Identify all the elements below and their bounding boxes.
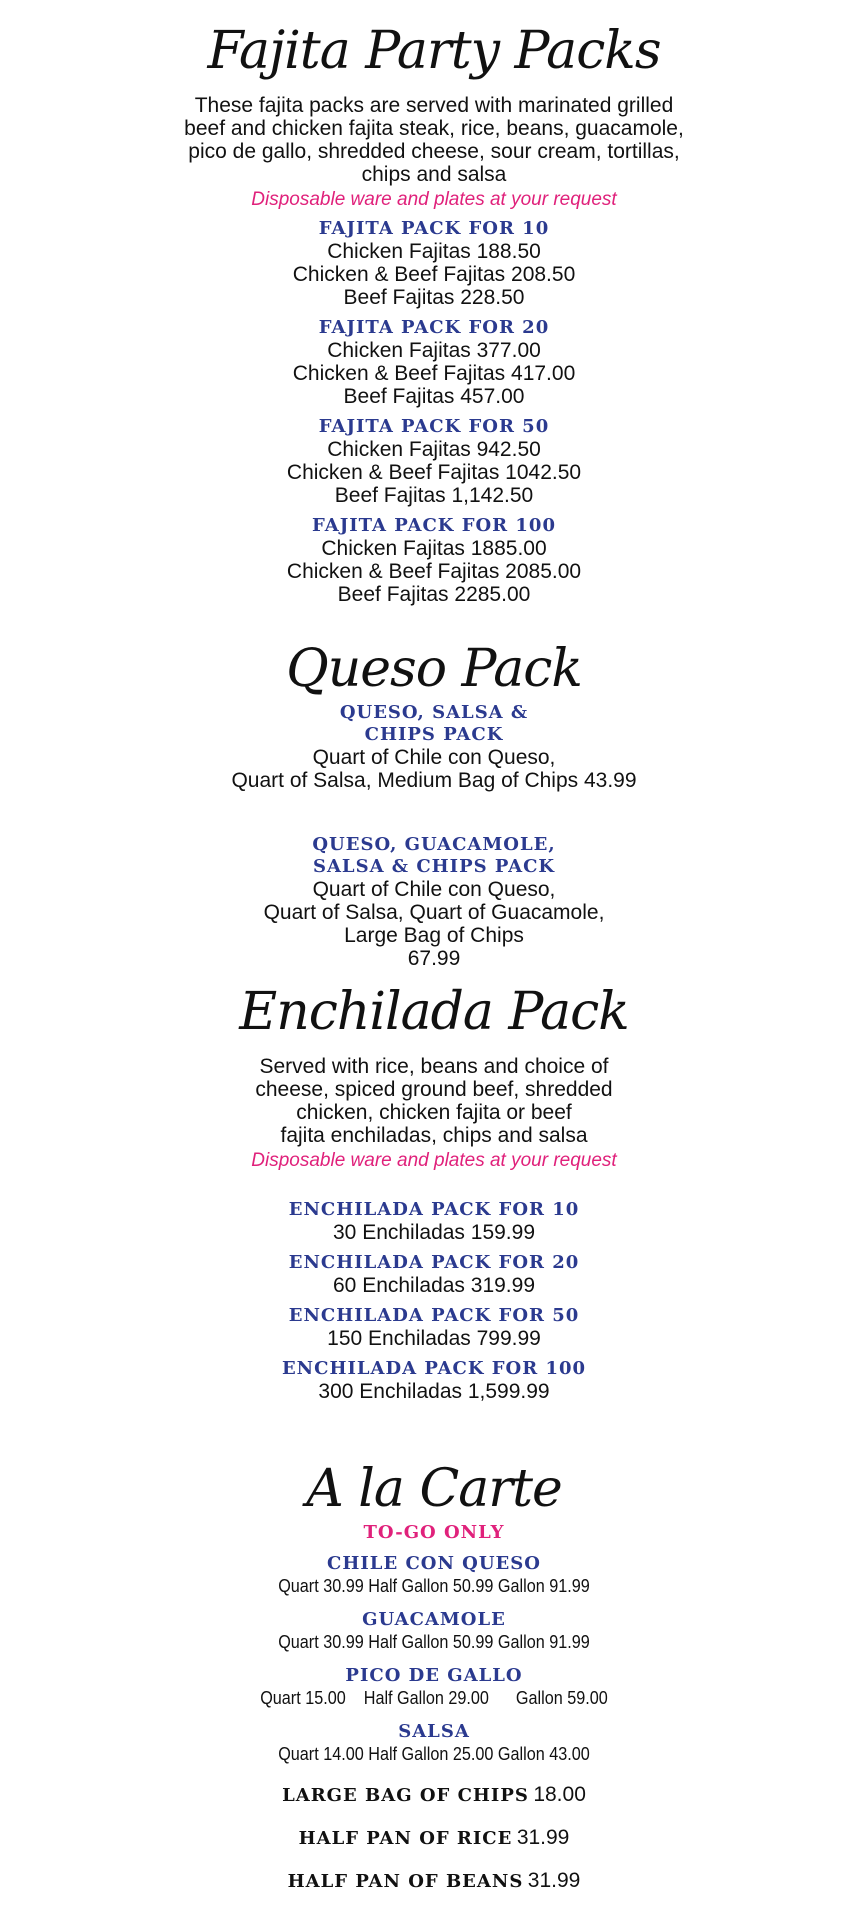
fajita-note: Disposable ware and plates at your request bbox=[251, 189, 617, 210]
alacarte-item-guacamole bbox=[0, 1609, 868, 1653]
enchilada-section bbox=[0, 983, 868, 1403]
alacarte-section bbox=[0, 1460, 868, 1895]
extra-rice bbox=[0, 1826, 868, 1852]
pack-line: 60 Enchiladas 319.99 bbox=[333, 1274, 535, 1297]
pack-line: Beef Fajitas 2285.00 bbox=[337, 583, 531, 606]
pack-line: Quart of Chile con Queso, bbox=[312, 746, 556, 769]
pack-title: QUESO, SALSA & bbox=[339, 702, 529, 723]
fajita-desc-line: chips and salsa bbox=[361, 163, 507, 186]
pack-title: ENCHILADA PACK FOR 100 bbox=[281, 1358, 587, 1379]
extra-name: HALF PAN OF RICE bbox=[298, 1828, 513, 1849]
item-prices: Quart 15.00 Half Gallon 29.00 Gallon 59.00 bbox=[260, 1688, 608, 1708]
pack-line: Chicken & Beef Fajitas 208.50 bbox=[292, 263, 576, 286]
item-title: SALSA bbox=[398, 1721, 470, 1742]
enchilada-pack-10 bbox=[0, 1199, 868, 1244]
queso-pack-1 bbox=[0, 702, 868, 792]
enchilada-pack-100 bbox=[0, 1358, 868, 1403]
extra-chips bbox=[0, 1783, 868, 1809]
pack-line: Chicken Fajitas 1885.00 bbox=[321, 537, 547, 560]
alacarte-item-pico bbox=[0, 1665, 868, 1709]
pack-line: Chicken & Beef Fajitas 1042.50 bbox=[286, 461, 582, 484]
alacarte-item-queso bbox=[0, 1553, 868, 1597]
pack-title: FAJITA PACK FOR 50 bbox=[318, 416, 550, 437]
pack-line: Quart of Salsa, Medium Bag of Chips 43.99 bbox=[231, 769, 637, 792]
fajita-pack-50 bbox=[0, 416, 868, 507]
pack-line: Chicken & Beef Fajitas 2085.00 bbox=[286, 560, 582, 583]
pack-line: 30 Enchiladas 159.99 bbox=[333, 1221, 535, 1244]
fajita-pack-100 bbox=[0, 515, 868, 606]
queso-pack-2 bbox=[0, 834, 868, 970]
pack-title: ENCHILADA PACK FOR 50 bbox=[288, 1305, 580, 1326]
pack-title: FAJITA PACK FOR 100 bbox=[312, 515, 556, 536]
pack-line: Quart of Salsa, Quart of Guacamole, bbox=[263, 901, 605, 924]
pack-line: Chicken Fajitas 377.00 bbox=[327, 339, 541, 362]
extra-name: LARGE BAG OF CHIPS bbox=[282, 1785, 529, 1806]
fajita-description bbox=[0, 94, 868, 186]
pack-line: Chicken & Beef Fajitas 417.00 bbox=[292, 362, 576, 385]
item-title: CHILE CON QUESO bbox=[327, 1553, 541, 1574]
fajita-pack-20 bbox=[0, 317, 868, 408]
pack-line: Chicken Fajitas 188.50 bbox=[327, 240, 541, 263]
pack-line: Beef Fajitas 1,142.50 bbox=[334, 484, 534, 507]
item-title: GUACAMOLE bbox=[362, 1609, 506, 1630]
pack-title: QUESO, GUACAMOLE, bbox=[312, 834, 556, 855]
pack-line: Large Bag of Chips bbox=[344, 924, 524, 947]
fajita-section bbox=[0, 22, 868, 606]
extra-price: 31.99 bbox=[527, 1869, 581, 1892]
alacarte-title: A la Carte bbox=[306, 1459, 562, 1519]
queso-title: Queso Pack bbox=[286, 639, 582, 699]
pack-line: Beef Fajitas 457.00 bbox=[343, 385, 525, 408]
pack-line: 150 Enchiladas 799.99 bbox=[327, 1327, 541, 1350]
pack-title: SALSA & CHIPS PACK bbox=[312, 856, 556, 877]
enchilada-desc-line: Served with rice, beans and choice of bbox=[259, 1055, 609, 1078]
enchilada-desc-line: cheese, spiced ground beef, shredded bbox=[255, 1078, 613, 1101]
item-prices: Quart 14.00 Half Gallon 25.00 Gallon 43.00 bbox=[278, 1744, 590, 1764]
enchilada-title: Enchilada Pack bbox=[239, 982, 629, 1042]
pack-title: FAJITA PACK FOR 10 bbox=[318, 218, 550, 239]
enchilada-pack-20 bbox=[0, 1252, 868, 1297]
extra-price: 31.99 bbox=[516, 1826, 570, 1849]
enchilada-desc-line: fajita enchiladas, chips and salsa bbox=[280, 1124, 588, 1147]
alacarte-item-salsa bbox=[0, 1721, 868, 1765]
enchilada-pack-50 bbox=[0, 1305, 868, 1350]
fajita-desc-line: These fajita packs are served with marinated grilled bbox=[194, 94, 674, 117]
pack-title: CHIPS PACK bbox=[364, 724, 504, 745]
enchilada-desc-line: chicken, chicken fajita or beef bbox=[296, 1101, 572, 1124]
extra-price: 18.00 bbox=[533, 1783, 586, 1806]
pack-title: ENCHILADA PACK FOR 20 bbox=[288, 1252, 580, 1273]
item-prices: Quart 30.99 Half Gallon 50.99 Gallon 91.99 bbox=[278, 1576, 590, 1596]
togo-only-label: TO-GO ONLY bbox=[363, 1522, 505, 1543]
extra-name: HALF PAN OF BEANS bbox=[287, 1871, 524, 1892]
item-prices: Quart 30.99 Half Gallon 50.99 Gallon 91.99 bbox=[278, 1632, 590, 1652]
pack-line: Beef Fajitas 228.50 bbox=[343, 286, 525, 309]
fajita-desc-line: beef and chicken fajita steak, rice, beans, guacamole, bbox=[184, 117, 684, 140]
pack-title: FAJITA PACK FOR 20 bbox=[318, 317, 550, 338]
queso-section bbox=[0, 640, 868, 970]
enchilada-note: Disposable ware and plates at your request bbox=[251, 1150, 617, 1171]
pack-line: 67.99 bbox=[407, 947, 461, 970]
fajita-title: Fajita Party Packs bbox=[207, 21, 661, 81]
item-title: PICO DE GALLO bbox=[345, 1665, 523, 1686]
enchilada-description bbox=[0, 1055, 868, 1147]
pack-title: ENCHILADA PACK FOR 10 bbox=[288, 1199, 580, 1220]
pack-line: 300 Enchiladas 1,599.99 bbox=[318, 1380, 550, 1403]
extra-beans bbox=[0, 1869, 868, 1895]
fajita-desc-line: pico de gallo, shredded cheese, sour cream, tortillas, bbox=[188, 140, 680, 163]
fajita-pack-10 bbox=[0, 218, 868, 309]
pack-line: Chicken Fajitas 942.50 bbox=[327, 438, 541, 461]
pack-line: Quart of Chile con Queso, bbox=[312, 878, 556, 901]
